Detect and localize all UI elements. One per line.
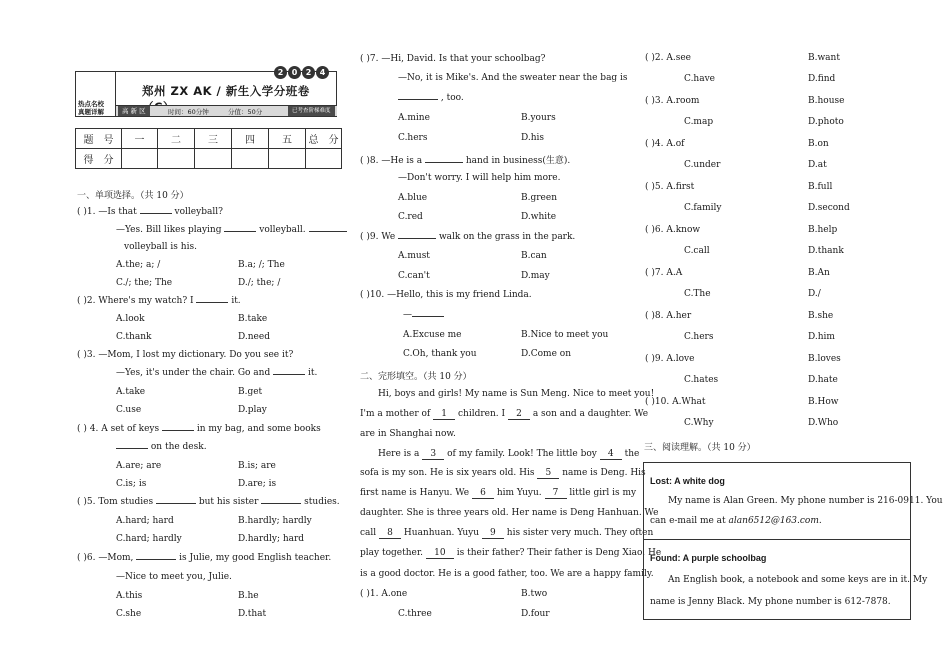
option-a[interactable]: A.room	[666, 96, 700, 106]
section3-heading: 三、阅读理解。（共 10 分）	[644, 443, 756, 453]
q-number: ( )7.	[645, 268, 664, 278]
option-d[interactable]: D.at	[808, 160, 827, 170]
option-a[interactable]: A.Excuse me	[403, 330, 462, 340]
option-a[interactable]: A.first	[666, 182, 695, 192]
q-text: —Hello, this is my friend Linda.	[387, 290, 532, 300]
answer-blank[interactable]	[309, 231, 347, 232]
cloze-line	[360, 488, 636, 499]
cloze-line: daughter. She is three years old. Her name is Deng Hanhuan. We	[360, 508, 659, 518]
score-header-cell: 总 分	[306, 129, 342, 149]
option-b[interactable]: B.house	[808, 96, 845, 106]
q-text: —Yes, it's under the chair. Go and	[116, 368, 271, 378]
option-c[interactable]: C.is; is	[116, 479, 147, 489]
lost-line-2	[650, 516, 822, 526]
year-digit: 4	[316, 66, 329, 79]
q-text: volleyball?	[174, 207, 223, 217]
option-a[interactable]: A.What	[672, 397, 706, 407]
option-a[interactable]: A.of	[666, 139, 685, 149]
cloze-text: call	[360, 528, 377, 538]
q7-line-3	[398, 93, 464, 103]
answer-blank[interactable]	[136, 559, 176, 560]
option-b[interactable]: B.a; /; The	[238, 260, 285, 270]
q-text: —Hi, David. Is that your schoolbag?	[381, 54, 546, 64]
cloze-text: his sister very much. They often	[506, 528, 654, 538]
question-5	[77, 497, 340, 507]
option-d[interactable]: D.his	[521, 133, 545, 143]
option-c[interactable]: C.The	[684, 289, 711, 299]
option-b[interactable]: B.is; are	[238, 461, 276, 471]
q-text: it.	[231, 296, 241, 306]
q-text: Tom studies	[98, 497, 154, 507]
option-c[interactable]: C.hard; hardly	[116, 534, 182, 544]
exam-info-bar	[116, 105, 337, 116]
option-c[interactable]: C.hers	[684, 332, 714, 342]
option-b[interactable]: B.two	[521, 589, 548, 599]
score-table	[75, 128, 342, 169]
option-b[interactable]: B.can	[521, 251, 547, 261]
q-number: ( )3.	[645, 96, 664, 106]
answer-blank[interactable]	[116, 448, 148, 449]
cloze-option-9	[645, 354, 694, 364]
cloze-blank-1[interactable]: 1	[433, 410, 455, 420]
option-a[interactable]: A.A	[666, 268, 683, 278]
option-d[interactable]: D.that	[238, 609, 267, 619]
q-text: hand in business(生意).	[465, 156, 571, 166]
year-digit: 2	[302, 66, 315, 79]
q-text: in my bag, and some books	[196, 424, 321, 434]
lost-email[interactable]: alan6512@163.com	[728, 516, 819, 526]
option-b[interactable]: B.green	[521, 193, 557, 203]
q-number: ( )8.	[645, 311, 664, 321]
option-d[interactable]: D.second	[808, 203, 850, 213]
cloze-blank-5[interactable]: 5	[537, 469, 559, 479]
option-d[interactable]: D.him	[808, 332, 835, 342]
question-1	[77, 207, 223, 217]
score-cell[interactable]	[269, 149, 306, 169]
section1-heading: 一、单项选择。（共 10 分）	[77, 191, 189, 201]
option-a[interactable]: A.the; a; /	[116, 260, 161, 270]
q-text: A set of keys	[101, 424, 160, 434]
q-text: —	[403, 310, 412, 320]
option-a[interactable]: A.mine	[398, 113, 430, 123]
cloze-text: name is Deng. His	[562, 468, 646, 478]
option-b[interactable]: B.How	[808, 397, 839, 407]
q-number: ( ) 4.	[77, 424, 99, 434]
q-number: ( )9.	[360, 232, 379, 242]
cloze-text: Here is a	[378, 449, 420, 459]
option-d[interactable]: D.white	[521, 212, 557, 222]
q6-line-2: —Nice to meet you, Julie.	[116, 572, 232, 582]
option-c[interactable]: C.use	[116, 405, 142, 415]
option-d[interactable]: D./; the; /	[238, 278, 281, 288]
question-9	[360, 232, 575, 242]
option-b[interactable]: B.get	[238, 387, 263, 397]
answer-blank[interactable]	[261, 503, 301, 504]
answer-blank[interactable]	[196, 302, 228, 303]
cloze-option-1	[360, 589, 407, 599]
cloze-line	[360, 548, 661, 559]
q-number: ( )9.	[645, 354, 664, 364]
option-c[interactable]: C.Why	[684, 418, 714, 428]
q-number: ( )5.	[645, 182, 664, 192]
cloze-blank-8[interactable]: 8	[379, 529, 401, 539]
option-d[interactable]: D.play	[238, 405, 267, 415]
score-header-cell: 一	[122, 129, 158, 149]
option-c[interactable]: C.map	[684, 117, 714, 127]
answer-blank[interactable]	[273, 374, 305, 375]
option-a[interactable]: A.know	[666, 225, 701, 235]
cloze-line	[360, 409, 648, 420]
option-a[interactable]: A.take	[116, 387, 146, 397]
cloze-blank-4[interactable]: 4	[600, 450, 622, 460]
found-line-2: name is Jenny Black. My phone number is 612-7878.	[650, 597, 891, 607]
option-d[interactable]: D.thank	[808, 246, 844, 256]
option-a[interactable]: A.see	[666, 53, 691, 63]
option-b[interactable]: B.want	[808, 53, 840, 63]
q10-line-2	[403, 310, 444, 320]
q-text: —Is that	[98, 207, 137, 217]
q-text: We	[381, 232, 396, 242]
q-number: ( )2.	[645, 53, 664, 63]
option-d[interactable]: D.four	[521, 609, 550, 619]
q-number: ( )4.	[645, 139, 664, 149]
option-c[interactable]: C.have	[684, 74, 715, 84]
q-number: ( )8.	[360, 156, 379, 166]
q-text: volleyball.	[259, 225, 306, 235]
option-c[interactable]: C.call	[684, 246, 710, 256]
cloze-line	[378, 449, 639, 460]
school-badge	[76, 72, 116, 116]
option-c[interactable]: C.thank	[116, 332, 152, 342]
option-c[interactable]: C./; the; The	[116, 278, 173, 288]
cloze-blank-7[interactable]: 7	[545, 489, 567, 499]
lost-text: can e-mail me at	[650, 516, 726, 526]
exam-header	[75, 68, 337, 117]
option-c[interactable]: C.can't	[398, 271, 430, 281]
q-text: on the desk.	[150, 442, 207, 452]
answer-blank[interactable]	[398, 99, 438, 100]
option-a[interactable]: A.blue	[398, 193, 428, 203]
exam-title: 郑州 ZX AK / 新生入学分班卷	[142, 84, 310, 98]
answer-blank[interactable]	[140, 213, 172, 214]
cloze-option-6	[645, 225, 700, 235]
option-b[interactable]: B.he	[238, 591, 259, 601]
option-b[interactable]: B.full	[808, 182, 833, 192]
cloze-blank-10[interactable]: 10	[426, 549, 454, 559]
cloze-line	[360, 468, 646, 479]
option-b[interactable]: B.on	[808, 139, 829, 149]
lost-line-1: My name is Alan Green. My phone number is 216-0911. You	[668, 496, 943, 506]
q-text: studies.	[304, 497, 340, 507]
q4-line-2	[116, 442, 207, 452]
cloze-text: him Yuyu.	[496, 488, 542, 498]
cloze-text: of my family. Look! The little boy	[447, 449, 597, 459]
question-4	[77, 424, 321, 434]
q-number: ( )2.	[77, 296, 96, 306]
score-cell[interactable]	[306, 149, 342, 169]
option-b[interactable]: B.help	[808, 225, 838, 235]
badge-line-2: 真题详解	[78, 108, 104, 116]
answer-blank[interactable]	[412, 316, 444, 317]
cloze-option-3	[645, 96, 699, 106]
question-3	[77, 350, 293, 360]
option-c[interactable]: C.Oh, thank you	[403, 349, 477, 359]
option-a[interactable]: A.one	[381, 589, 408, 599]
cloze-option-8	[645, 311, 691, 321]
score-header-cell: 题 号	[76, 129, 122, 149]
score-header-cell: 三	[195, 129, 232, 149]
q-number: ( )7.	[360, 54, 379, 64]
q-number: ( )6.	[77, 553, 96, 563]
cloze-text: I'm a mother of	[360, 409, 431, 419]
lost-text: .	[818, 516, 822, 526]
q-text: it.	[307, 368, 318, 378]
cloze-line: are in Shanghai now.	[360, 429, 456, 439]
option-d[interactable]: D.Who	[808, 418, 839, 428]
section2-heading: 二、完形填空。（共 10 分）	[360, 372, 472, 382]
option-b[interactable]: B.Nice to meet you	[521, 330, 609, 340]
option-d[interactable]: D./	[808, 289, 821, 299]
q-number: ( )5.	[77, 497, 96, 507]
question-8	[360, 153, 570, 166]
cloze-blank-9[interactable]: 9	[482, 529, 504, 539]
option-a[interactable]: A.must	[398, 251, 430, 261]
year-digit: 0	[288, 66, 301, 79]
q-text: walk on the grass in the park.	[438, 232, 576, 242]
answer-blank[interactable]	[156, 503, 196, 504]
q-text: is Julie, my good English teacher.	[179, 553, 332, 563]
score-row-label: 得 分	[76, 149, 122, 169]
answer-blank[interactable]	[398, 238, 436, 239]
option-b[interactable]: B.she	[808, 311, 834, 321]
cloze-text: the	[624, 449, 640, 459]
difficulty-note: 已考查阶梯难度	[288, 106, 335, 116]
question-6	[77, 553, 331, 563]
q1-line-3: volleyball is his.	[124, 242, 197, 252]
question-2	[77, 296, 241, 306]
q-number: ( )6.	[645, 225, 664, 235]
cloze-text: little girl is my	[569, 488, 637, 498]
cloze-text: a son and a daughter. We	[532, 409, 649, 419]
year-digit: 2	[274, 66, 287, 79]
option-b[interactable]: B.An	[808, 268, 830, 278]
cloze-option-10	[645, 397, 705, 407]
q-text: —Mom,	[98, 553, 134, 563]
cloze-line: is a good doctor. He is a good father, too. We are a happy family.	[360, 569, 654, 579]
score-cell[interactable]	[195, 149, 232, 169]
option-c[interactable]: C.three	[398, 609, 432, 619]
option-c[interactable]: C.under	[684, 160, 721, 170]
cloze-text: first name is Hanyu. We	[360, 488, 470, 498]
badge-line-1: 热点名校	[78, 100, 104, 108]
answer-blank[interactable]	[425, 162, 463, 163]
score-cell[interactable]	[158, 149, 195, 169]
option-b[interactable]: B.hardly; hardly	[238, 516, 312, 526]
option-d[interactable]: D.find	[808, 74, 836, 84]
option-d[interactable]: D.photo	[808, 117, 844, 127]
option-d[interactable]: D.are; is	[238, 479, 277, 489]
cloze-line	[360, 528, 653, 539]
cloze-option-5	[645, 182, 694, 192]
q-text: but his sister	[198, 497, 259, 507]
q-text: Where's my watch? I	[98, 296, 194, 306]
found-line-1: An English book, a notebook and some keys are in it. My	[668, 575, 928, 585]
answer-blank[interactable]	[162, 430, 194, 431]
cloze-text: sofa is my son. He is six years old. His	[360, 468, 535, 478]
option-d[interactable]: D.may	[521, 271, 550, 281]
score-header-cell: 五	[269, 129, 306, 149]
q1-line-2	[116, 225, 347, 235]
option-d[interactable]: D.Come on	[521, 349, 571, 359]
q-text: —He is a	[381, 156, 423, 166]
cloze-option-7	[645, 268, 682, 278]
lost-title: Lost: A white dog	[650, 476, 725, 486]
score-cell[interactable]	[232, 149, 269, 169]
question-10	[360, 290, 532, 300]
cloze-blank-3[interactable]: 3	[422, 450, 444, 460]
q-number: ( )3.	[77, 350, 96, 360]
option-b[interactable]: B.loves	[808, 354, 841, 364]
option-a[interactable]: A.are; are	[116, 461, 162, 471]
district-label: 高 新 区	[118, 106, 150, 116]
cloze-option-4	[645, 139, 684, 149]
q7-line-2: —No, it is Mike's. And the sweater near the bag is	[398, 73, 628, 83]
cloze-blank-2[interactable]: 2	[508, 410, 530, 420]
cloze-text: Huanhuan. Yuyu	[403, 528, 480, 538]
option-a[interactable]: A.this	[116, 591, 143, 601]
cloze-line: Hi, boys and girls! My name is Sun Meng. Nice to meet you!	[378, 389, 655, 399]
option-d[interactable]: D.hate	[808, 375, 838, 385]
score-cell[interactable]	[122, 149, 158, 169]
cloze-text: children. I	[458, 409, 506, 419]
question-7	[360, 54, 545, 64]
q-number: ( )10.	[645, 397, 670, 407]
q3-line-2	[116, 368, 317, 378]
cloze-text: is their father? Their father is Deng Xiao. He	[456, 548, 662, 558]
cloze-text: play together.	[360, 548, 423, 558]
option-b[interactable]: B.take	[238, 314, 268, 324]
found-title: Found: A purple schoolbag	[650, 553, 767, 563]
q-number: ( )1.	[77, 207, 96, 217]
score-header-cell: 二	[158, 129, 195, 149]
time-label: 时间：60分钟	[168, 108, 209, 116]
q8-line-2: —Don't worry. I will help him more.	[398, 173, 561, 183]
q-text: —Mom, I lost my dictionary. Do you see it?	[98, 350, 294, 360]
option-a[interactable]: A.her	[666, 311, 692, 321]
option-c[interactable]: C.hates	[684, 375, 719, 385]
q-number: ( )1.	[360, 589, 379, 599]
option-a[interactable]: A.hard; hard	[116, 516, 174, 526]
q-number: ( )10.	[360, 290, 385, 300]
q-text: —Yes. Bill likes playing	[116, 225, 222, 235]
score-label: 分值：50分	[228, 108, 263, 116]
option-d[interactable]: D.hardly; hard	[238, 534, 305, 544]
option-c[interactable]: C.red	[398, 212, 423, 222]
q-text: , too.	[440, 93, 464, 103]
option-c[interactable]: C.hers	[398, 133, 428, 143]
option-d[interactable]: D.need	[238, 332, 270, 342]
reading-notices	[643, 462, 943, 620]
cloze-blank-6[interactable]: 6	[472, 489, 494, 499]
year-badge	[274, 66, 329, 79]
option-c[interactable]: C.family	[684, 203, 722, 213]
cloze-option-2	[645, 53, 691, 63]
option-a[interactable]: A.look	[116, 314, 145, 324]
answer-blank[interactable]	[224, 231, 256, 232]
notice-divider	[644, 539, 910, 540]
option-a[interactable]: A.love	[666, 354, 695, 364]
option-b[interactable]: B.yours	[521, 113, 556, 123]
score-header-cell: 四	[232, 129, 269, 149]
option-c[interactable]: C.she	[116, 609, 142, 619]
